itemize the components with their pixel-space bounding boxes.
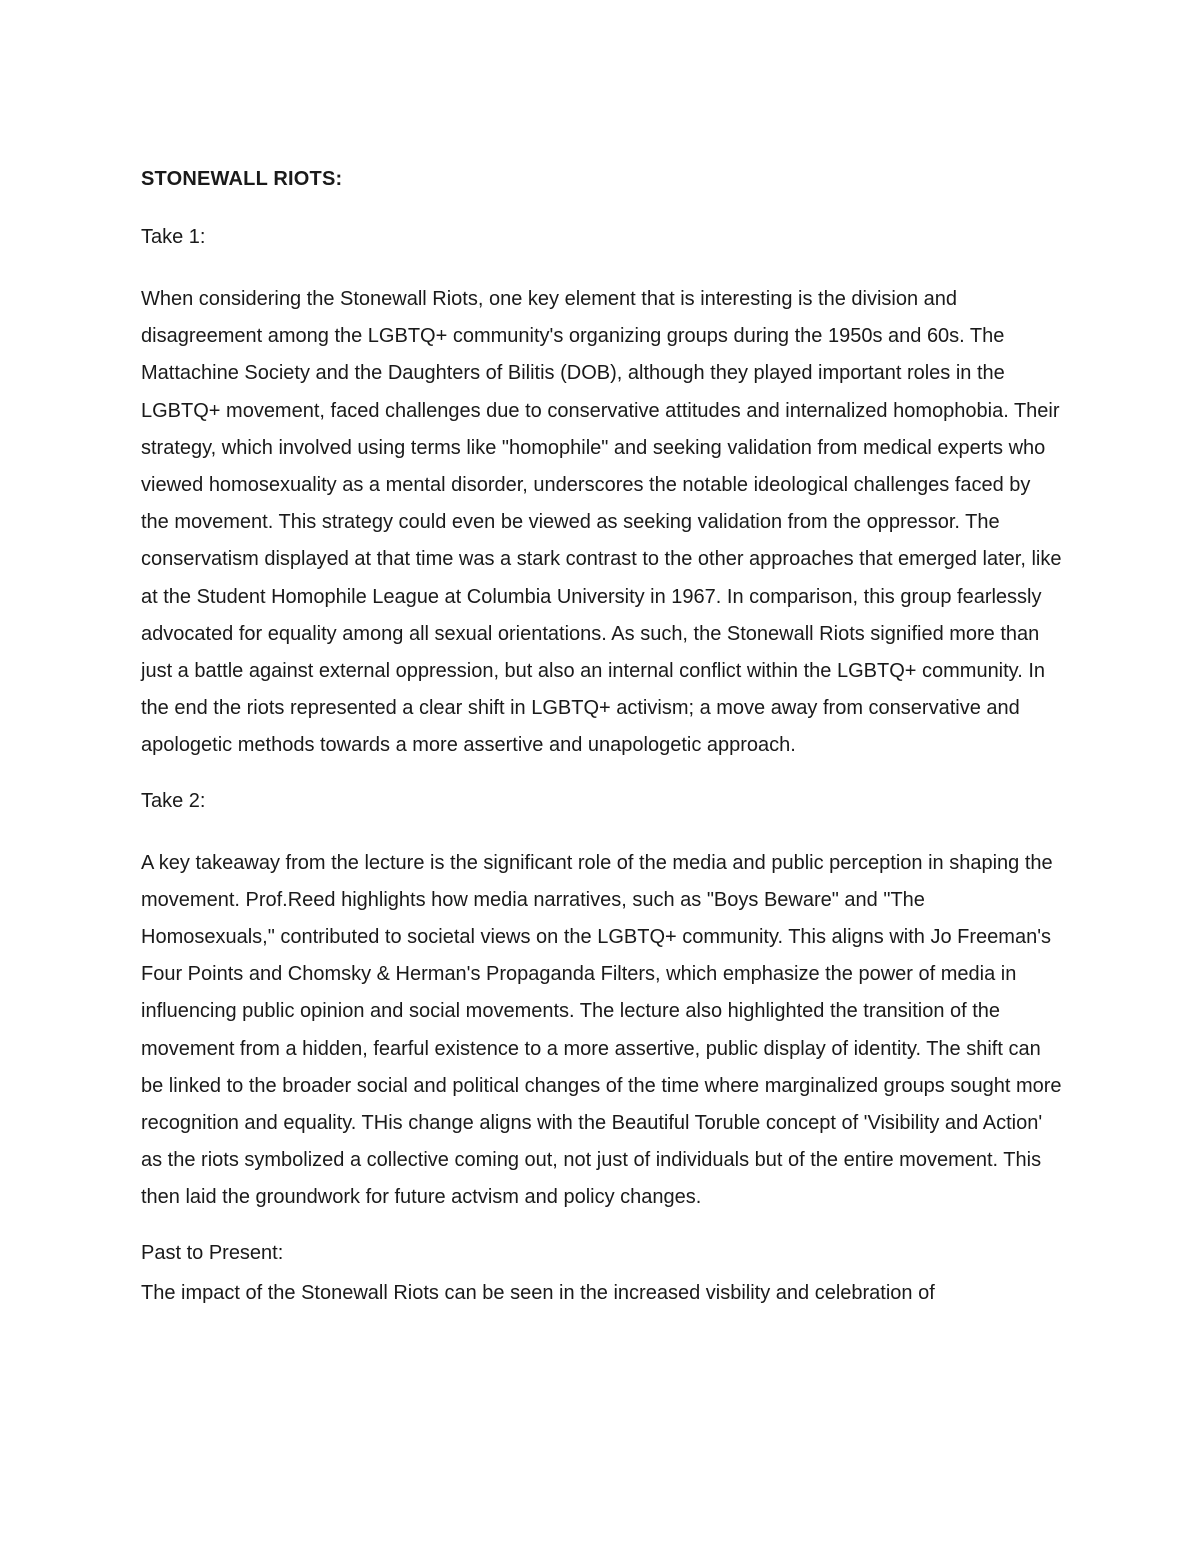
section-body-take-1: When considering the Stonewall Riots, one key element that is interesting is the division and disagreement among the LGBTQ+ community's organizing groups during the 1950s and 60s. The Mattachine Society and the Daughters of Bilitis (DOB), although they played important roles in the LGBTQ+ movement, faced challenges due to conservative attitudes and internalized homophobia. Their strategy, which involved using terms like "homophile" and seeking validation from medical experts who viewed homosexuality as a mental disorder, underscores the notable ideological challenges faced by the movement. This strategy could even be viewed as seeking validation from the oppressor. The conservatism displayed at that time was a stark contrast to the other approaches that emerged later, like at the Student Homophile League at Columbia University in 1967. In comparison, this group fearlessly advocated for equality among all sexual orientations. As such, the Stonewall Riots signified more than just a battle against external oppression, but also an internal conflict within the LGBTQ+ community. In the end the riots represented a clear shift in LGBTQ+ activism; a move away from conservative and apologetic methods towards a more assertive and unapologetic approach.: [141, 288, 1062, 757]
section-heading-take-2: Take 2:: [141, 789, 206, 812]
section-heading-past-to-present: Past to Present:: [141, 1241, 284, 1264]
document-title: STONEWALL RIOTS:: [141, 168, 343, 190]
section-heading-take-1: Take 1:: [141, 226, 206, 248]
section-body-past-to-present: The impact of the Stonewall Riots can be seen in the increased visbility and celebration of: [141, 1281, 935, 1304]
section-body-take-2: A key takeaway from the lecture is the significant role of the media and public perception in shaping the movement. Prof.Reed highlights how media narratives, such as "Boys Beware" and "The Homosexuals," contributed to societal views on the LGBTQ+ community. This aligns with Jo Freeman's Four Points and Chomsky & Herman's Propaganda Filters, which emphasize the power of media in influencing public opinion and social movements. The lecture also highlighted the transition of the movement from a hidden, fearful existence to a more assertive, public display of identity. The shift can be linked to the broader social and political changes of the time where marginalized groups sought more recognition and equality. THis change aligns with the Beautiful Toruble concept of 'Visibility and Action' as the riots symbolized a collective coming out, not just of individuals but of the entire movement. This then laid the groundwork for future actvism and policy changes.: [141, 851, 1062, 1209]
document-content: [141, 163, 1063, 1312]
